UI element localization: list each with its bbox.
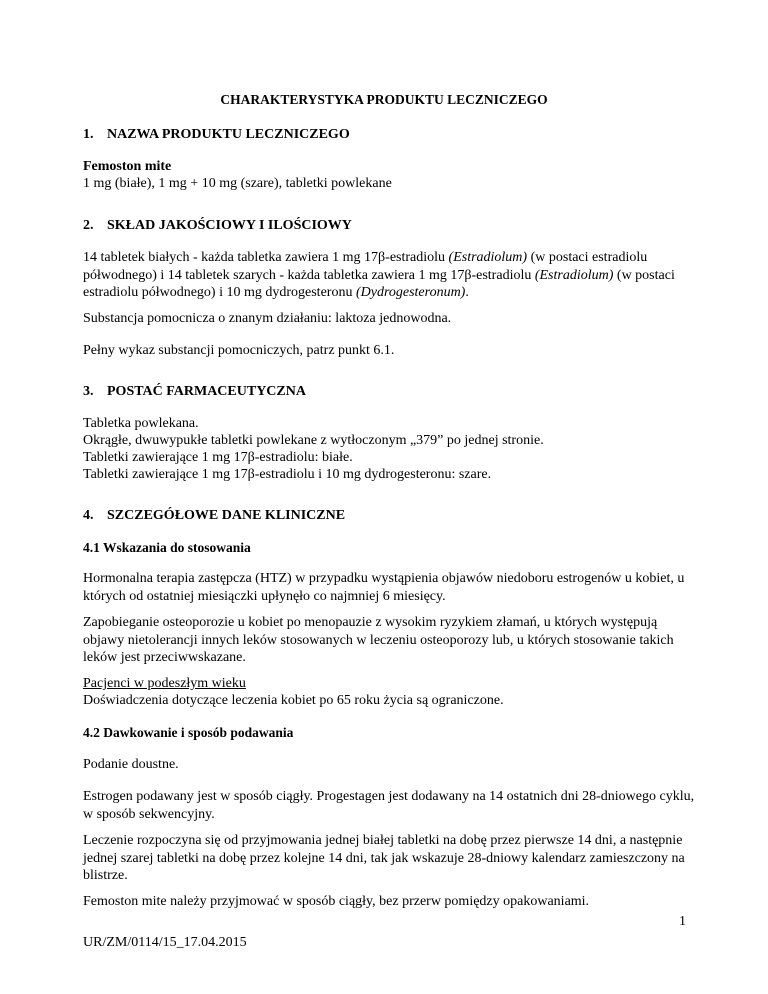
elderly-heading: Pacjenci w podeszłym wieku xyxy=(83,676,246,691)
composition-paragraph xyxy=(83,249,695,302)
dosage-paragraph-4: Femoston mite należy przyjmować w sposób ciągły, bez przerw pomiędzy opakowaniami. xyxy=(83,894,590,909)
subsection-4-2-heading: 4.2 Dawkowanie i sposób podawania xyxy=(83,725,294,740)
section-1-number: 1. xyxy=(83,127,94,142)
composition-latin-2: (Estradiolum) xyxy=(534,267,614,283)
product-name: Femoston mite xyxy=(83,159,172,174)
composition-text-4: . xyxy=(465,285,469,300)
section-2-title: SKŁAD JAKOŚCIOWY I ILOŚCIOWY xyxy=(107,218,352,233)
section-4-title: SZCZEGÓŁOWE DANE KLINICZNE xyxy=(107,508,346,523)
composition-latin-3: (Dydrogesteronum) xyxy=(355,285,466,300)
footer-code: UR/ZM/0114/15_17.04.2015 xyxy=(83,935,247,950)
dosage-paragraph-1: Podanie doustne. xyxy=(83,757,179,772)
dosage-paragraph-2: Estrogen podawany jest w sposób ciągły. Progestagen jest dodawany na 14 ostatnich dni 28-dniowego cyklu, w sposób sekwencyjny. xyxy=(83,789,695,822)
page-number: 1 xyxy=(679,914,686,929)
section-4-heading xyxy=(83,507,695,525)
section-3-heading xyxy=(83,383,695,401)
form-line-2: Okrągłe, dwuwypukłe tabletki powlekane z wytłoczonym „379” po jednej stronie. xyxy=(83,433,544,448)
excipient-note: Substancja pomocnicza o znanym działaniu: laktoza jednowodna. xyxy=(83,311,452,326)
composition-latin-1: (Estradiolum) xyxy=(448,250,528,265)
composition-text-2: (w postaci estradiolu półwodnego) i 14 tabletek szarych - każda tabletka zawiera 1 mg 17β-estradiolu xyxy=(83,250,648,283)
elderly-text: Doświadczenia dotyczące leczenia kobiet po 65 roku życia są ograniczone. xyxy=(83,693,504,708)
section-1-heading xyxy=(83,126,695,144)
dosage-paragraph-3: Leczenie rozpoczyna się od przyjmowania jednej białej tabletki na dobę przez pierwsze 14 dni, a następnie jednej szarej tabletki na dobę przez kolejne 14 dni, tak jak wskazuje 28-dniowy kalendarz zamieszczony na blistrze. xyxy=(83,833,685,883)
excipient-reference: Pełny wykaz substancji pomocniczych, patrz punkt 6.1. xyxy=(83,343,395,358)
composition-text-3: (w postaci estradiolu półwodnego) i 10 mg dydrogesteronu xyxy=(83,267,675,300)
indications-paragraph-1: Hormonalna terapia zastępcza (HTZ) w przypadku wystąpienia objawów niedoboru estrogenów u kobiet, u których od ostatniej miesiączki upłynęło co najmniej 6 miesięcy. xyxy=(83,571,685,604)
section-1-title: NAZWA PRODUKTU LECZNICZEGO xyxy=(107,127,350,142)
product-description: 1 mg (białe), 1 mg + 10 mg (szare), tabletki powlekane xyxy=(83,176,392,191)
section-3-title: POSTAĆ FARMACEUTYCZNA xyxy=(107,384,306,399)
composition-text-1: 14 tabletek białych - każda tabletka zawiera 1 mg 17β-estradiolu xyxy=(83,250,449,265)
indications-paragraph-2: Zapobieganie osteoporozie u kobiet po menopauzie z wysokim ryzykiem złamań, u których występują objawy nietolerancji innych leków stosowanych w leczeniu osteoporozy lub, u których stosowanie takich leków jest przeciwwskazane. xyxy=(83,615,674,665)
form-line-1: Tabletka powlekana. xyxy=(83,416,199,431)
subsection-4-1-heading: 4.1 Wskazania do stosowania xyxy=(83,540,251,555)
document-title: CHARAKTERYSTYKA PRODUKTU LECZNICZEGO xyxy=(220,92,548,107)
section-4-number: 4. xyxy=(83,508,94,523)
form-line-4: Tabletki zawierające 1 mg 17β-estradiolu i 10 mg dydrogesteronu: szare. xyxy=(83,467,492,482)
section-2-heading xyxy=(83,217,695,235)
section-3-number: 3. xyxy=(83,384,94,399)
section-2-number: 2. xyxy=(83,218,94,233)
form-line-3: Tabletki zawierające 1 mg 17β-estradiolu: białe. xyxy=(83,450,353,465)
